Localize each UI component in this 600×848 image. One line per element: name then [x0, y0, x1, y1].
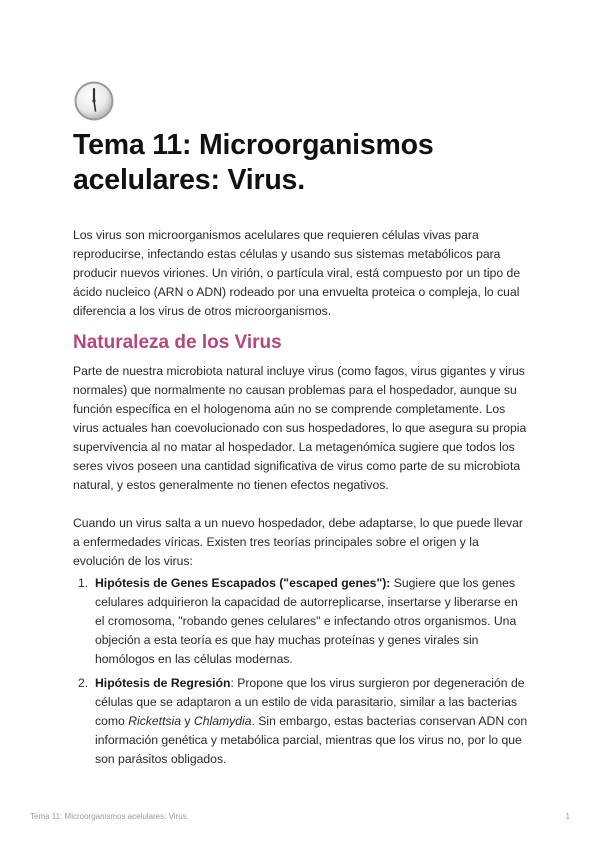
list-item: [73, 574, 529, 669]
list-item-text: Sugiere que los genes celulares adquirieron la capacidad de autorreplicarse, insertarse y liberarse en el cromosoma, "robando genes celulares" e infectando otros organismos. Una objeción a esta teoría es que hay muchas proteínas y genes virales sin homólogos en las células modernas.: [95, 576, 518, 666]
section-heading: Naturaleza de los Virus: [73, 332, 282, 353]
footer-title: Tema 11: Microorganismos acelulares: Virus.: [30, 812, 189, 821]
list-item: [73, 674, 529, 769]
clock-icon: [73, 80, 115, 122]
page-footer: [30, 812, 570, 821]
list-item-heading: Hipótesis de Regresión: [95, 676, 231, 690]
list-number: 1.: [78, 576, 89, 590]
intro-paragraph: Los virus son microorganismos acelulares que requieren células vivas para reproducirse, infectando estas células y usando sus sistemas metabólicos para producir nuevos viriones. Un virión, o partícula viral, está compuesto por un tipo de ácido nucleico (ARN o ADN) rodeado por una envuelta proteica o compleja, lo cual diferencia a los virus de otros microorganismos.: [73, 228, 521, 318]
italic-term: Rickettsia: [128, 714, 182, 728]
list-item-text: y: [181, 714, 194, 728]
theories-list: [73, 574, 529, 774]
list-item-text: . Sin embargo, estas bacterias conservan ADN con información genética y metabólica parcial, mientras que los virus no, por lo que son parásitos obligados.: [95, 714, 528, 766]
list-item-text: : Propone que los virus surgieron por degeneración de células que se adaptaron a un estilo de vida parasitario, similar a las bacterias como: [95, 676, 525, 728]
italic-term: Chlamydia: [193, 714, 252, 728]
list-item-heading: Hipótesis de Genes Escapados ("escaped genes"):: [95, 576, 391, 590]
page-title: Tema 11: Microorganismos acelulares: Virus.: [73, 129, 434, 196]
list-number: 2.: [78, 676, 89, 690]
page-number: 1: [565, 812, 570, 821]
body-paragraph-2: Cuando un virus salta a un nuevo hospedador, debe adaptarse, lo que puede llevar a enfermedades víricas. Existen tres teorías principales sobre el origen y la evolución de los virus:: [73, 516, 523, 568]
body-paragraph-1: Parte de nuestra microbiota natural incluye virus (como fagos, virus gigantes y virus normales) que normalmente no causan problemas para el hospedador, aunque su función específica en el hologenoma aún no se comprende completamente. Los virus actuales han coevolucionado con sus hospedadores, lo que asegura su propia supervivencia al no matar al hospedador. La metagenómica sugiere que todos los seres vivos poseen una cantidad significativa de virus como parte de su microbiota natural, y estos generalmente no tienen efectos negativos.: [73, 364, 527, 492]
